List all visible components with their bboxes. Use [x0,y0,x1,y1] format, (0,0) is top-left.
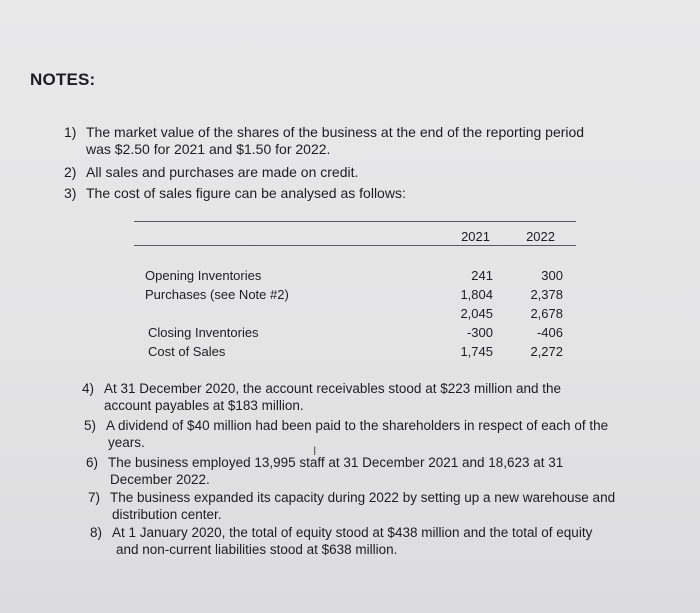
note-8 [90,524,592,558]
value-2022: 300 [541,268,563,283]
note-text: All sales and purchases are made on credit. [86,164,359,180]
note-text-continued: was $2.50 for 2021 and $1.50 for 2022. [86,141,331,157]
note-number: 6) [86,455,99,470]
note-number: 8) [90,525,103,540]
text-cursor-icon: I [313,444,317,458]
value-2021: 1,745 [460,344,493,359]
table-header-rule [134,245,576,246]
note-1 [64,124,584,158]
value-2022: -406 [536,325,563,340]
row-label: Purchases (see Note #2) [145,287,289,302]
note-2 [64,164,358,181]
note-3 [64,185,406,202]
table-top-rule [134,221,576,222]
row-label: Closing Inventories [148,325,259,340]
note-text: The cost of sales figure can be analysed as follows: [86,185,406,201]
note-number: 3) [64,185,77,201]
column-header-2021: 2021 [461,229,490,244]
note-text: At 31 December 2020, the account receivables stood at $223 million and the [104,381,562,396]
notes-heading: NOTES: [30,70,96,89]
note-number: 2) [64,164,77,180]
note-text: A dividend of $40 million had been paid to the shareholders in respect of each of the [106,418,609,433]
note-text-continued: years. [108,435,145,450]
note-text-continued: distribution center. [112,507,222,522]
value-2021: 2,045 [460,306,493,321]
note-text: At 1 January 2020, the total of equity stood at $438 million and the total of equity [112,525,593,540]
value-2021: 241 [471,268,493,283]
row-label: Cost of Sales [148,344,226,359]
note-number: 7) [88,490,101,505]
note-6 [86,454,563,488]
value-2021: -300 [466,325,493,340]
note-text: The business expanded its capacity during 2022 by setting up a new warehouse and [110,490,616,505]
note-text: The business employed 13,995 staff at 31 December 2021 and 18,623 at 31 [108,455,564,470]
note-number: 1) [64,124,77,140]
note-number: 4) [82,381,95,396]
note-text: The market value of the shares of the business at the end of the reporting period [86,124,585,140]
note-number: 5) [84,418,97,433]
note-text-continued: December 2022. [110,472,210,487]
note-text-continued: account payables at $183 million. [104,398,304,413]
row-label: Opening Inventories [145,268,262,283]
column-header-2022: 2022 [526,229,555,244]
value-2022: 2,378 [530,287,563,302]
note-7 [88,489,615,523]
note-text-continued: and non-current liabilities stood at $638 million. [116,542,398,557]
note-4 [82,380,561,414]
value-2022: 2,678 [530,306,563,321]
value-2021: 1,804 [460,287,493,302]
note-5 [84,417,608,451]
value-2022: 2,272 [530,344,563,359]
